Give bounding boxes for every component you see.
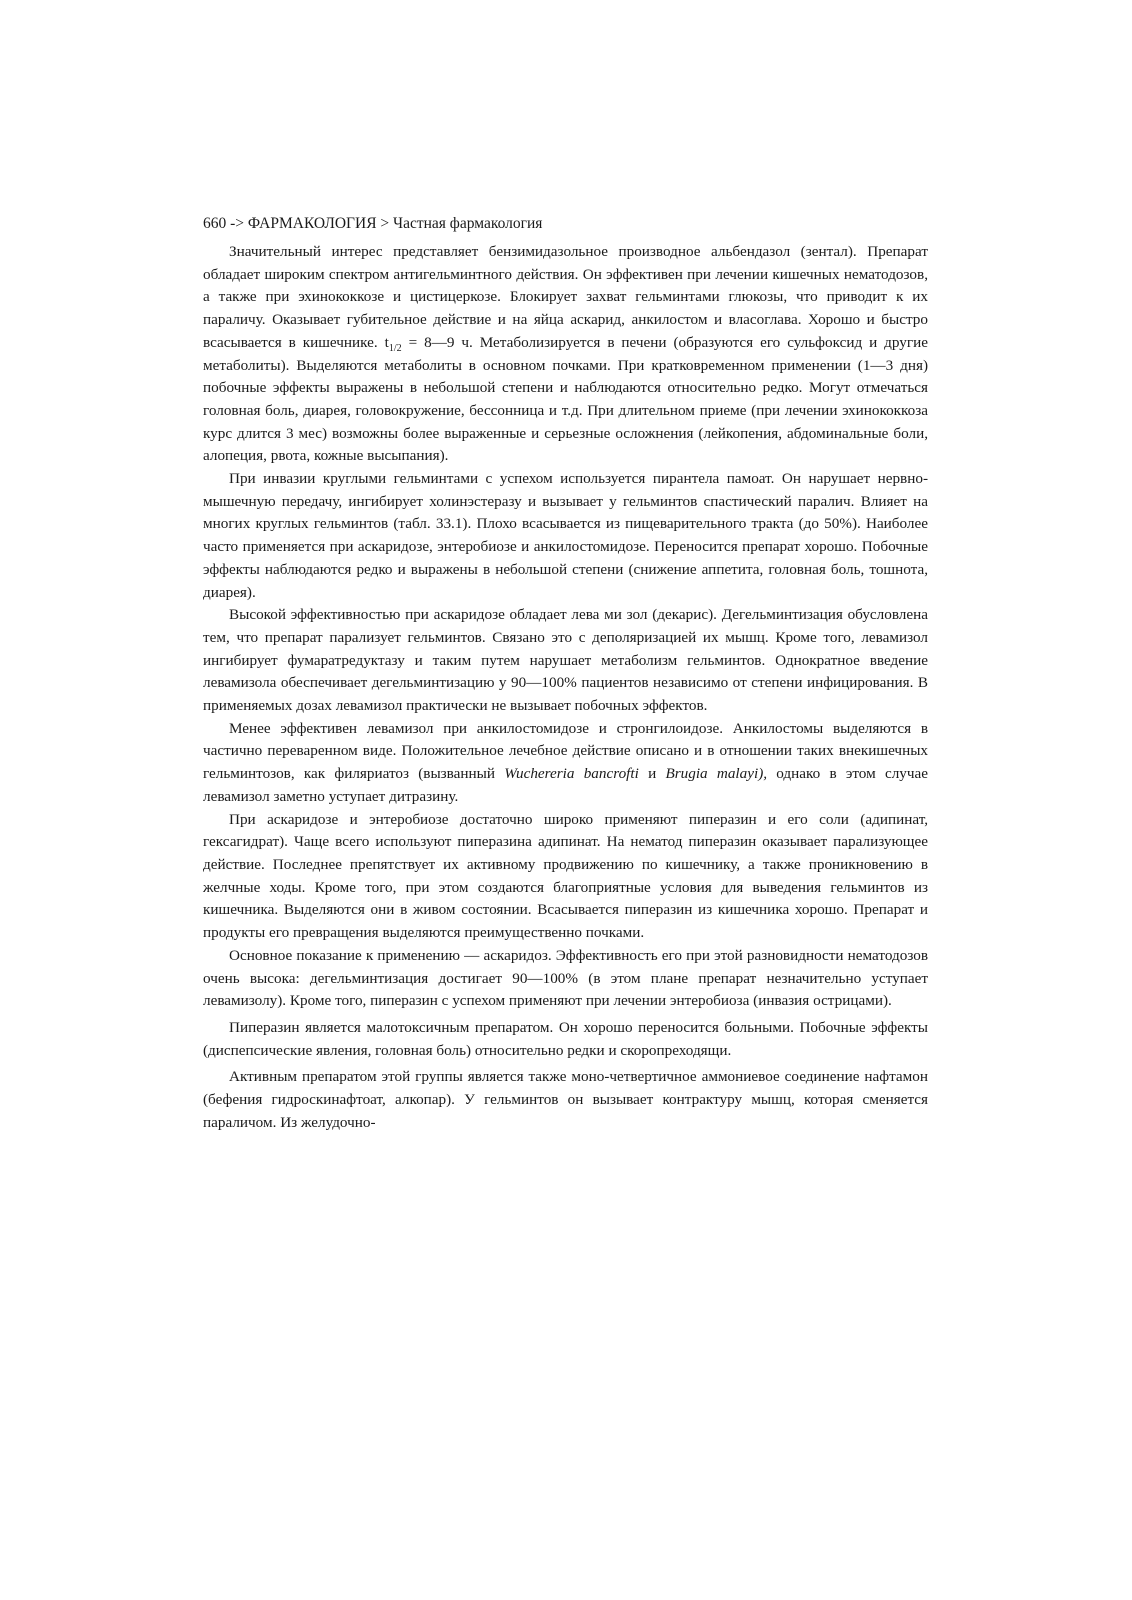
paragraph-pyrantel: При инвазии круглыми гельминтами с успехом используется пирантела памоат. Он нарушает нервно-мышечную передачу, ингибирует холинэстеразу и вызывает у гельминтов спастический паралич. Влияет на многих круглых гельминтов (табл. 33.1). Плохо всасывается из пищеварительного тракта (до 50%). Наиболее часто применяется при аскаридозе, энтеробиозе и анкилостомидозе. Переносится препарат хорошо. Побочные эффекты наблюдаются редко и выражены в небольшой степени (снижение аппетита, головная боль, тошнота, диарея). — [203, 470, 928, 601]
paragraph-text: Значительный интерес представляет бензимидазольное производное альбендазол (зентал). Препарат обладает широким спектром антигельминтного действия. Он эффективен при лечении кишечных нематодозов, а также при эхинококкозе и цистицеркозе. Блокирует захват гельминтами глюкозы, что приводит к их параличу. Оказывает губительное действие и на яйца аскарид, анкилостом и власоглава. Хорошо и быстро всасывается в кишечнике. t — [203, 243, 928, 351]
book-page — [203, 213, 928, 1134]
paragraph-levamisole: Высокой эффективностью при аскаридозе обладает лева ми зол (декарис). Дегельминтизация обусловлена тем, что препарат парализует гельминтов. Связано это с деполяризацией их мышц. Кроме того, левамизол ингибирует фумаратредуктазу и таким путем нарушает метаболизм гельминтов. Однократное введение левамизола обеспечивает дегельминтизацию у 90—100% пациентов независимо от степени инфицирования. В применяемых дозах левамизол практически не вызывает побочных эффектов. — [203, 606, 928, 715]
running-header: 660 -> ФАРМАКОЛОГИЯ > Частная фармакология — [203, 215, 543, 232]
paragraph-albendazole — [203, 241, 928, 468]
paragraph-piperazine: При аскаридозе и энтеробиозе достаточно широко применяют пиперазин и его соли (адипинат, гексагидрат). Чаще всего используют пиперазина адипинат. На нематод пиперазин оказывает парализующее действие. Последнее препятствует их активному продвижению по кишечнику, а также проникновению в желчные ходы. Кроме того, при этом создаются благоприятные условия для выведения гельминтов из кишечника. Выделяются они в живом состоянии. Всасывается пиперазин из кишечника хорошо. Препарат и продукты его превращения выделяются преимущественно почками. — [203, 810, 928, 942]
species-name: Brugia malayi), — [665, 765, 768, 783]
paragraph-text: однако в этом случае левамизол заметно уступает дитразину. — [203, 765, 928, 805]
species-name: Wuchereria bancrofti — [504, 765, 639, 783]
paragraph-text: Менее эффективен левамизол при анкилостомидозе и стронгилоидозе. Анкилостомы выделяются в частично переваренном виде. Положительное лечебное действие описано и в отношении таких внекишечных гельминтозов, как филяриатоз (вызванный — [203, 719, 928, 783]
paragraph-text: и — [638, 765, 666, 783]
paragraph-indications: Основное показание к применению — аскаридоз. Эффективность его при этой разновидности нематодозов очень высока: дегельминтизация достигает 90—100% (в этом плане препарат незначительно уступает левамизолу). Кроме того, пиперазин с успехом применяют при лечении энтеробиоза (инвазия острицами). — [203, 946, 928, 1010]
paragraph-levamisole-filariasis — [203, 718, 928, 809]
body-text — [203, 241, 928, 1134]
paragraph-naftamon: Активным препаратом этой группы является также моно-четвертичное аммониевое соединение нафтамон (бефения гидроскинафтоат, алкопар). У гельминтов он вызывает контрактуру мышц, которая сменяется параличом. Из желудочно- — [203, 1068, 928, 1131]
paragraph-text: = 8—9 ч. Метаболизируется в печени (образуются его сульфоксид и другие метаболиты). Выделяются метаболиты в основном почками. При кратковременном применении (1—3 дня) побочные эффекты выражены в небольшой степени и наблюдаются относительно редко. Могут отмечаться головная боль, диарея, головокружение, бессонница и т.д. При длительном приеме (при лечении эхинококкоза курс длится 3 мес) возможны более выраженные и серьезные осложнения (лейкопения, абдоминальные боли, алопеция, рвота, кожные высыпания). — [203, 333, 928, 465]
paragraph-piperazine-toxicity: Пиперазин является малотоксичным препаратом. Он хорошо переносится больными. Побочные эффекты (диспепсические явления, головная боль) относительно редки и скоропреходящи. — [203, 1018, 928, 1059]
half-life-subscript: 1/2 — [388, 342, 402, 354]
